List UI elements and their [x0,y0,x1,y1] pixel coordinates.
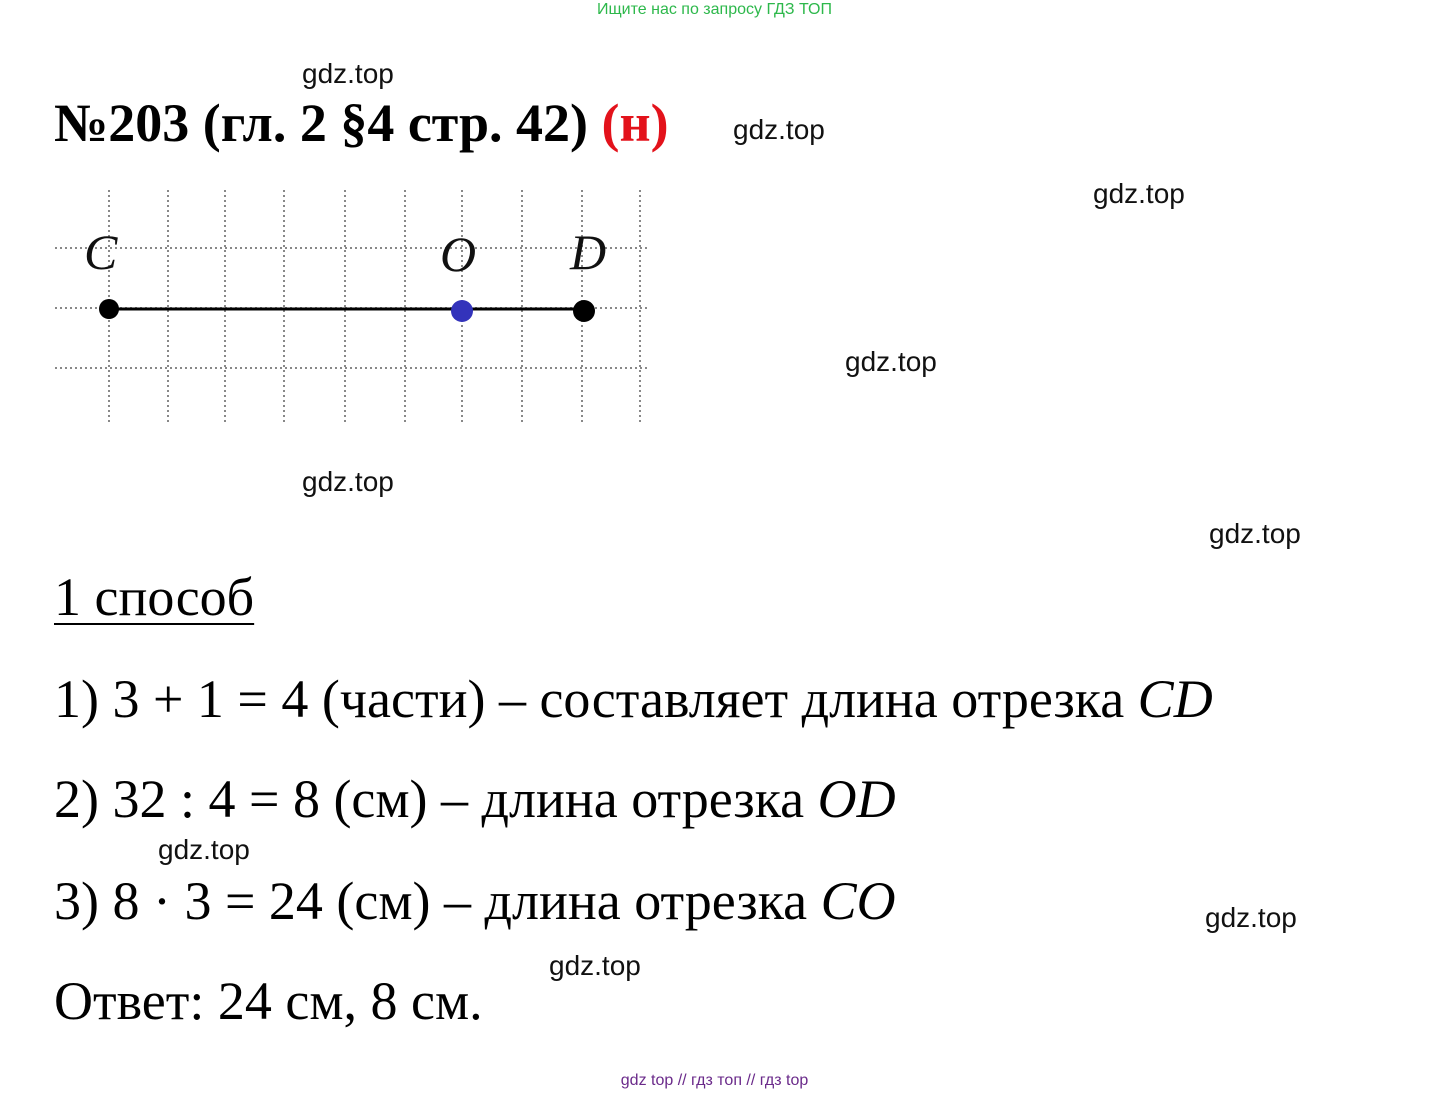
footer-links[interactable]: gdz top // гдз топ // гдз top [620,1072,809,1089]
problem-title [54,93,669,153]
label-c: C [84,224,118,280]
problem-title-main: №203 (гл. 2 §4 стр. 42) [54,93,588,153]
step-3-text: 3) 8 · 3 = 24 (см) – длина отрезка [54,871,821,931]
watermark: gdz.top [733,114,825,145]
answer-line: Ответ: 24 см, 8 см. [54,971,483,1031]
step-1-text: 1) 3 + 1 = 4 (части) – составляет длина отрезка [54,669,1138,729]
watermark: gdz.top [845,346,937,377]
step-1-var: CD [1137,669,1213,729]
solution-step-2 [54,769,896,829]
point-d [573,300,595,322]
watermark: gdz.top [1209,518,1301,549]
segment-figure [50,185,660,435]
method-heading: 1 способ [54,567,255,627]
step-3-var: CO [820,871,896,931]
watermark: gdz.top [302,466,394,497]
label-o: O [440,226,477,282]
watermark: gdz.top [158,834,250,865]
watermark: gdz.top [549,950,641,981]
label-d: D [570,224,607,280]
point-c [99,299,119,319]
problem-mark: (н) [601,93,669,153]
solution-step-1 [54,669,1213,729]
top-banner[interactable]: Ищите нас по запросу ГДЗ ТОП [597,1,832,18]
solution-step-3 [54,871,896,931]
point-o [451,300,473,322]
step-2-var: OD [817,769,896,829]
step-2-text: 2) 32 : 4 = 8 (см) – длина отрезка [54,769,818,829]
watermark: gdz.top [1205,902,1297,933]
watermark: gdz.top [302,58,394,89]
watermark: gdz.top [1093,178,1185,209]
